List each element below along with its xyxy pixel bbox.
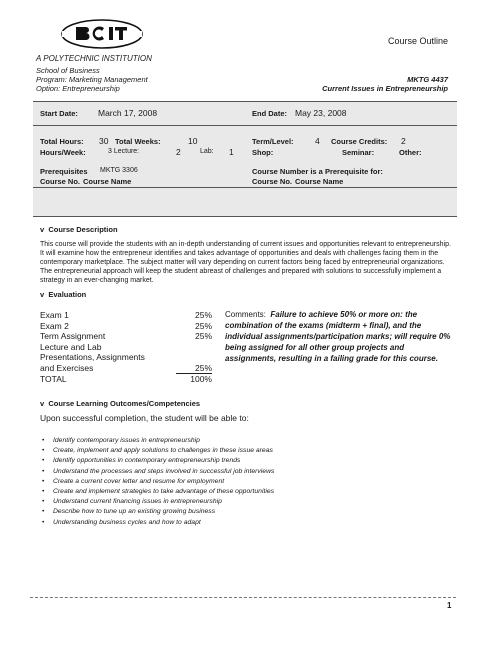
evaluation-table	[40, 310, 212, 385]
option-name: Option: Entrepreneurship	[36, 84, 120, 93]
divider	[33, 125, 457, 126]
list-item: • Identify contemporary issues in entrepreneurship	[40, 436, 440, 446]
chevron-down-icon: v	[40, 290, 45, 299]
eval-item-name: and Exercises	[40, 362, 94, 373]
end-date-value: May 23, 2008	[295, 108, 347, 118]
footer-divider	[30, 597, 456, 598]
eval-item-name: Term Assignment	[40, 331, 106, 341]
table-row	[40, 363, 212, 375]
divider	[33, 101, 457, 102]
course-name-label-right: Course Name	[295, 177, 344, 186]
school-info	[36, 66, 148, 93]
list-item: • Create a current cover letter and resume for employment	[40, 477, 440, 487]
eval-item-percent: 100%	[190, 374, 212, 384]
bcit-logo-mark	[60, 18, 144, 50]
lecture-value: 2	[176, 147, 181, 157]
description-heading	[40, 225, 118, 234]
prerequisite-course: MKTG 3306	[100, 167, 138, 174]
list-item: • Identify opportunities in contemporary entrepreneurship trends	[40, 456, 440, 466]
bcit-logo	[60, 18, 144, 50]
prerequisites-label: Prerequisites	[40, 167, 88, 176]
total-weeks-value: 10	[188, 136, 198, 146]
divider	[33, 216, 457, 217]
start-date-label: Start Date:	[40, 109, 78, 118]
prerequisite-for-label: Course Number is a Prerequisite for:	[252, 167, 383, 176]
course-identifier	[322, 75, 448, 93]
lecture-label: 3 Lecture:	[108, 148, 140, 155]
list-item: • Understanding business cycles and how to adapt	[40, 518, 440, 528]
shop-label: Shop:	[252, 148, 274, 157]
list-item: • Understand the processes and steps involved in successful job interviews	[40, 467, 440, 477]
total-hours-value: 30	[99, 136, 109, 146]
description-text: This course will provide the students with an in-depth understanding of current issues and opportunities relevant to entrepreneurship. It will examine how the entrepreneur identifies and takes advantage of opportunities and deals with challenges facing them in the contemporary marketplace. The subject matter will vary depending on current factors being faced by entrepreneurial organizations. The entrepreneurial approach will keep the student abreast of challenges and prepared with solutions to successfully implement a strategy in an ever-changing market.	[40, 241, 451, 284]
institution-tagline: A POLYTECHNIC INSTITUTION	[36, 54, 152, 63]
table-row	[40, 310, 212, 321]
term-level-value: 4	[315, 136, 320, 146]
eval-item-percent: 25%	[194, 320, 212, 331]
table-row	[40, 331, 212, 342]
eval-item-percent	[176, 342, 212, 353]
eval-item-name: Exam 2	[40, 320, 69, 331]
program-name: Program: Marketing Management	[36, 75, 148, 84]
chevron-down-icon: v	[40, 225, 45, 234]
comments-label: Comments:	[225, 310, 266, 319]
page-number: 1	[447, 601, 452, 610]
list-item: • Create, implement and apply solutions to challenges in these issue areas	[40, 446, 440, 456]
eval-item-name: Lecture and Lab	[40, 341, 102, 352]
lab-label: Lab:	[200, 148, 214, 155]
list-item: • Create and implement strategies to take advantage of these opportunities	[40, 487, 440, 497]
table-row	[40, 342, 212, 353]
course-info-box	[33, 101, 457, 217]
course-code: MKTG 4437	[407, 75, 448, 84]
course-credits-label: Course Credits:	[331, 137, 388, 146]
eval-item-name: Exam 1	[40, 310, 69, 320]
lab-value: 1	[229, 147, 234, 157]
hours-week-label: Hours/Week:	[40, 148, 86, 157]
eval-item-percent: 25%	[194, 331, 212, 341]
description-heading-text: Course Description	[48, 225, 118, 234]
end-date-label: End Date:	[252, 109, 288, 118]
eval-item-percent	[176, 352, 212, 363]
table-row	[40, 374, 212, 385]
course-no-label: Course No.	[40, 177, 81, 186]
start-date-value: March 17, 2008	[98, 108, 158, 118]
seminar-label: Seminar:	[342, 148, 375, 157]
evaluation-heading-text: Evaluation	[48, 290, 87, 299]
outcomes-heading	[40, 399, 200, 408]
outcomes-list	[40, 436, 440, 528]
course-credits-value: 2	[401, 136, 406, 146]
divider	[33, 187, 457, 188]
other-label: Other:	[399, 148, 422, 157]
chevron-down-icon: v	[40, 399, 45, 408]
evaluation-heading	[40, 290, 86, 299]
list-item: • Understand current financing issues in entrepreneurship	[40, 497, 440, 507]
eval-item-name: TOTAL	[40, 374, 67, 384]
evaluation-comments	[225, 309, 455, 364]
school-name: School of Business	[36, 66, 100, 75]
table-row	[40, 352, 212, 363]
eval-item-name: Presentations, Assignments	[40, 352, 145, 362]
table-row	[40, 321, 212, 332]
term-level-label: Term/Level:	[252, 137, 294, 146]
course-title: Current Issues in Entrepreneurship	[322, 84, 448, 93]
outcomes-intro: Upon successful completion, the student will be able to:	[40, 413, 249, 423]
total-hours-label: Total Hours:	[40, 137, 84, 146]
list-item: • Describe how to tune up an existing growing business	[40, 507, 440, 517]
course-no-label-right: Course No.	[252, 177, 293, 186]
document-type: Course Outline	[388, 36, 449, 46]
comments-text: Failure to achieve 50% or more on: the combination of the exams (midterm + final), and the individual assignments/participation marks; will require 0% being assigned for all other group projects and assignments, resulting in a failing grade for this course.	[225, 310, 451, 363]
total-weeks-label: Total Weeks:	[115, 137, 161, 146]
eval-item-percent: 25%	[176, 363, 212, 375]
course-name-label: Course Name	[83, 177, 132, 186]
outcomes-heading-text: Course Learning Outcomes/Competencies	[48, 399, 201, 408]
eval-item-percent: 25%	[194, 310, 212, 320]
